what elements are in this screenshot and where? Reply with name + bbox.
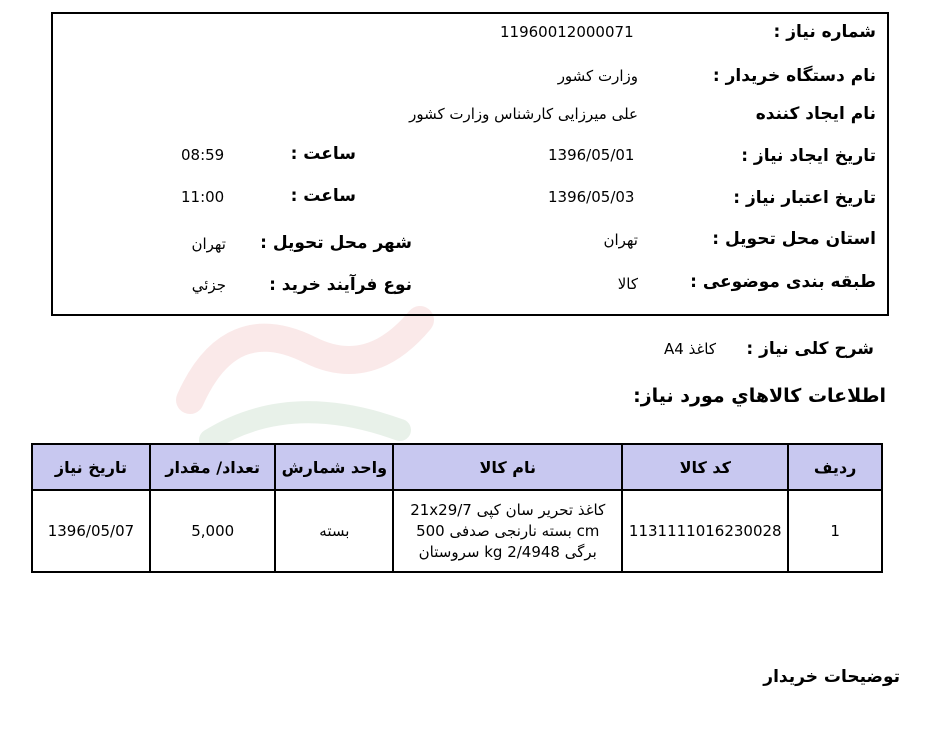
buyer-org-label: نام دستگاه خريدار : [712, 66, 876, 86]
cell-code: 1131111016230028 [622, 490, 788, 572]
creator-value: علی ميرزايی کارشناس وزارت کشور [409, 105, 638, 123]
buyer-notes-label: توضيحات خريدار [763, 667, 900, 687]
created-date-value: 1396/05/01 [548, 146, 635, 164]
created-time-label: ساعت : [290, 144, 356, 164]
buyer-org-value: وزارت کشور [557, 67, 638, 85]
created-time-value: 08:59 [181, 146, 225, 164]
valid-time-label: ساعت : [290, 186, 356, 206]
cell-row-number: 1 [788, 490, 882, 572]
column-header-quantity: تعداد/ مقدار [150, 444, 276, 490]
province-label: استان محل تحويل : [712, 229, 876, 249]
cell-unit: بسته [275, 490, 393, 572]
cell-date: 1396/05/07 [32, 490, 150, 572]
category-value: کالا [617, 275, 638, 293]
created-date-label: تاريخ ايجاد نياز : [741, 146, 876, 166]
city-value: تهران [191, 235, 226, 253]
valid-time-value: 11:00 [181, 188, 225, 206]
category-label: طبقه بندی موضوعی : [690, 272, 876, 292]
cell-quantity: 5,000 [150, 490, 276, 572]
column-header-date: تاريخ نياز [32, 444, 150, 490]
summary-value: کاغذ A4 [663, 340, 716, 358]
column-header-unit: واحد شمارش [275, 444, 393, 490]
summary-label: شرح کلی نياز : [746, 339, 874, 359]
table-row [32, 490, 882, 572]
creator-label: نام ايجاد کننده [755, 104, 876, 124]
process-label: نوع فرآيند خريد : [269, 275, 412, 295]
valid-date-label: تاريخ اعتبار نياز : [733, 188, 876, 208]
goods-section-title: اطلاعات کالاهاي مورد نياز: [633, 385, 886, 407]
valid-date-value: 1396/05/03 [548, 188, 635, 206]
cell-goods-name: کاغذ تحرير سان کپی 21x29/7 cm بسته نارنجی صدفی 500 برگی 2/4948 kg سروستان [393, 490, 622, 572]
need-number-value: 11960012000071 [500, 23, 634, 41]
process-value: جزئي [191, 276, 226, 294]
city-label: شهر محل تحويل : [260, 233, 412, 253]
need-number-label: شماره نياز : [773, 22, 876, 42]
goods-table [31, 443, 883, 573]
column-header-code: کد کالا [622, 444, 788, 490]
column-header-row-number: رديف [788, 444, 882, 490]
province-value: تهران [603, 231, 638, 249]
column-header-name: نام کالا [393, 444, 622, 490]
table-header-row [32, 444, 882, 490]
